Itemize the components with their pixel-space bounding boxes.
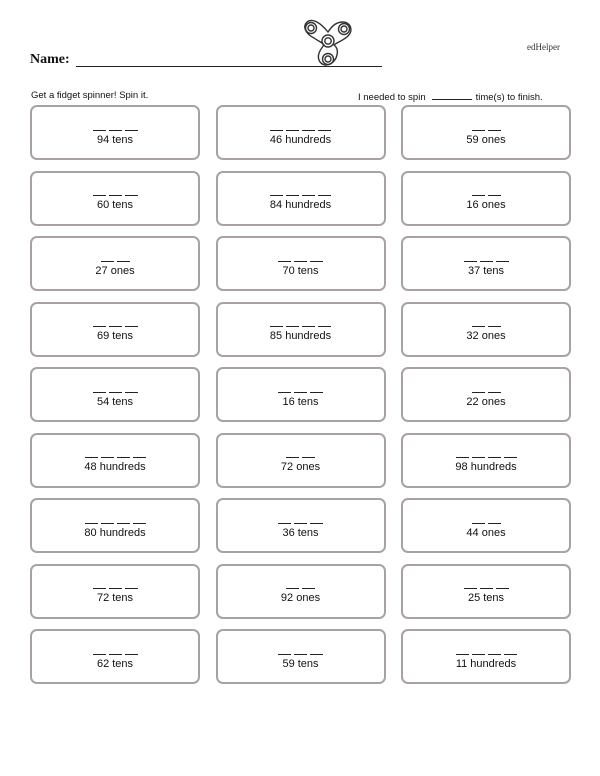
problem-label: 25 tens	[467, 592, 505, 604]
spin-prefix: I needed to spin	[358, 92, 426, 103]
problem-card	[401, 171, 571, 226]
digit-blank[interactable]	[286, 457, 299, 458]
digit-blank[interactable]	[133, 457, 146, 458]
problem-label: 16 ones	[466, 199, 506, 211]
problem-card	[401, 236, 571, 291]
digit-blank[interactable]	[109, 195, 122, 196]
spin-suffix: time(s) to finish.	[475, 92, 543, 103]
problem-card	[216, 302, 386, 357]
digit-blank[interactable]	[278, 392, 291, 393]
problem-card	[30, 236, 200, 291]
answer-blanks	[93, 119, 138, 131]
digit-blank[interactable]	[270, 195, 283, 196]
digit-blank[interactable]	[286, 326, 299, 327]
answer-blanks	[472, 315, 501, 327]
digit-blank[interactable]	[270, 326, 283, 327]
problem-card	[30, 498, 200, 553]
digit-blank[interactable]	[456, 457, 469, 458]
answer-blanks	[270, 119, 331, 131]
problem-label: 59 tens	[282, 657, 319, 670]
digit-blank[interactable]	[109, 130, 122, 131]
answer-blanks	[472, 512, 501, 524]
digit-blank[interactable]	[464, 588, 477, 589]
digit-blank[interactable]	[496, 261, 509, 262]
digit-blank[interactable]	[318, 326, 331, 327]
digit-blank[interactable]	[488, 195, 501, 196]
problem-card	[216, 171, 386, 226]
problem-label: 11 hundreds	[455, 657, 517, 670]
problem-card	[216, 498, 386, 553]
digit-blank[interactable]	[302, 326, 315, 327]
digit-blank[interactable]	[488, 130, 501, 131]
digit-blank[interactable]	[133, 523, 146, 524]
digit-blank[interactable]	[117, 261, 130, 262]
digit-blank[interactable]	[286, 130, 299, 131]
digit-blank[interactable]	[472, 195, 485, 196]
problem-label: 16 tens	[282, 395, 319, 408]
problem-card	[30, 367, 200, 422]
problem-label: 85 hundreds	[269, 330, 332, 342]
digit-blank[interactable]	[125, 326, 138, 327]
answer-blanks	[278, 381, 323, 393]
digit-blank[interactable]	[286, 195, 299, 196]
digit-blank[interactable]	[302, 195, 315, 196]
digit-blank[interactable]	[472, 523, 485, 524]
answer-blanks	[286, 577, 315, 589]
problem-card	[30, 302, 200, 357]
answer-blanks	[278, 643, 323, 655]
problem-label: 22 ones	[466, 395, 506, 408]
digit-blank[interactable]	[101, 523, 114, 524]
problem-label: 80 hundreds	[84, 526, 146, 539]
problem-label: 72 ones	[280, 461, 321, 473]
digit-blank[interactable]	[302, 588, 315, 589]
problem-card	[30, 105, 200, 160]
problem-card	[401, 367, 571, 422]
digit-blank[interactable]	[101, 457, 114, 458]
problem-card	[216, 236, 386, 291]
problem-label: 27 ones	[95, 264, 135, 277]
digit-blank[interactable]	[480, 261, 493, 262]
digit-blank[interactable]	[294, 523, 307, 524]
digit-blank[interactable]	[504, 654, 517, 655]
problem-label: 60 tens	[96, 199, 134, 211]
digit-blank[interactable]	[278, 261, 291, 262]
answer-blanks	[278, 250, 323, 262]
problem-card	[401, 498, 571, 553]
digit-blank[interactable]	[456, 654, 469, 655]
answer-blanks	[464, 250, 509, 262]
problem-card	[401, 433, 571, 488]
digit-blank[interactable]	[85, 457, 98, 458]
answer-blanks	[456, 643, 517, 655]
problem-grid	[30, 105, 571, 684]
digit-blank[interactable]	[294, 654, 307, 655]
digit-blank[interactable]	[318, 195, 331, 196]
instruction-text: Get a fidget spinner! Spin it.	[31, 90, 149, 101]
digit-blank[interactable]	[286, 588, 299, 589]
problem-card	[401, 629, 571, 684]
answer-blanks	[472, 381, 501, 393]
problem-label: 98 hundreds	[455, 461, 517, 473]
digit-blank[interactable]	[93, 654, 106, 655]
problem-card	[30, 564, 200, 619]
answer-blanks	[456, 446, 517, 458]
problem-label: 46 hundreds	[269, 133, 332, 146]
answer-blanks	[278, 512, 323, 524]
digit-blank[interactable]	[278, 523, 291, 524]
digit-blank[interactable]	[464, 261, 477, 262]
problem-card	[401, 105, 571, 160]
digit-blank[interactable]	[488, 523, 501, 524]
problem-card	[30, 629, 200, 684]
digit-blank[interactable]	[93, 130, 106, 131]
digit-blank[interactable]	[294, 261, 307, 262]
problem-label: 44 ones	[466, 526, 506, 539]
problem-label: 94 tens	[96, 133, 134, 146]
digit-blank[interactable]	[472, 654, 485, 655]
problem-label: 59 ones	[466, 133, 506, 146]
answer-blanks	[93, 643, 138, 655]
answer-blanks	[286, 446, 315, 458]
digit-blank[interactable]	[93, 326, 106, 327]
digit-blank[interactable]	[488, 326, 501, 327]
answer-blanks	[472, 184, 501, 196]
problem-label: 92 ones	[280, 592, 321, 604]
problem-card	[30, 433, 200, 488]
digit-blank[interactable]	[125, 392, 138, 393]
digit-blank[interactable]	[117, 457, 130, 458]
digit-blank[interactable]	[318, 130, 331, 131]
brand-label: edHelper	[527, 42, 560, 52]
digit-blank[interactable]	[117, 523, 130, 524]
answer-blanks	[85, 512, 146, 524]
digit-blank[interactable]	[472, 326, 485, 327]
digit-blank[interactable]	[472, 457, 485, 458]
digit-blank[interactable]	[488, 457, 501, 458]
digit-blank[interactable]	[480, 588, 493, 589]
spin-count-prompt	[358, 90, 543, 103]
digit-blank[interactable]	[488, 392, 501, 393]
digit-blank[interactable]	[472, 130, 485, 131]
name-label: Name:	[30, 52, 70, 67]
fidget-spinner-icon	[298, 12, 358, 70]
digit-blank[interactable]	[302, 130, 315, 131]
digit-blank[interactable]	[302, 457, 315, 458]
problem-card	[401, 302, 571, 357]
digit-blank[interactable]	[93, 588, 106, 589]
answer-blanks	[85, 446, 146, 458]
digit-blank[interactable]	[125, 588, 138, 589]
problem-label: 72 tens	[96, 592, 134, 604]
answer-blanks	[93, 577, 138, 589]
digit-blank[interactable]	[109, 654, 122, 655]
digit-blank[interactable]	[310, 523, 323, 524]
digit-blank[interactable]	[125, 654, 138, 655]
answer-blanks	[270, 315, 331, 327]
digit-blank[interactable]	[109, 392, 122, 393]
digit-blank[interactable]	[310, 392, 323, 393]
problem-label: 37 tens	[467, 264, 505, 277]
problem-label: 62 tens	[96, 657, 134, 670]
answer-blanks	[472, 119, 501, 131]
digit-blank[interactable]	[101, 261, 114, 262]
digit-blank[interactable]	[278, 654, 291, 655]
answer-blanks	[270, 184, 331, 196]
digit-blank[interactable]	[496, 588, 509, 589]
answer-blanks	[464, 577, 509, 589]
digit-blank[interactable]	[125, 130, 138, 131]
digit-blank[interactable]	[294, 392, 307, 393]
problem-label: 48 hundreds	[84, 461, 146, 473]
digit-blank[interactable]	[85, 523, 98, 524]
problem-label: 70 tens	[282, 264, 319, 277]
problem-label: 32 ones	[466, 330, 506, 342]
problem-label: 54 tens	[96, 395, 134, 408]
problem-card	[216, 105, 386, 160]
digit-blank[interactable]	[109, 588, 122, 589]
digit-blank[interactable]	[504, 457, 517, 458]
problem-label: 36 tens	[282, 526, 319, 539]
problem-card	[216, 629, 386, 684]
spin-count-blank[interactable]	[432, 90, 472, 100]
problem-card	[216, 564, 386, 619]
digit-blank[interactable]	[310, 654, 323, 655]
digit-blank[interactable]	[472, 392, 485, 393]
digit-blank[interactable]	[93, 195, 106, 196]
problem-label: 69 tens	[96, 330, 134, 342]
digit-blank[interactable]	[310, 261, 323, 262]
problem-card	[216, 433, 386, 488]
problem-card	[30, 171, 200, 226]
digit-blank[interactable]	[93, 392, 106, 393]
digit-blank[interactable]	[488, 654, 501, 655]
answer-blanks	[101, 250, 130, 262]
problem-card	[216, 367, 386, 422]
digit-blank[interactable]	[125, 195, 138, 196]
digit-blank[interactable]	[270, 130, 283, 131]
answer-blanks	[93, 315, 138, 327]
answer-blanks	[93, 381, 138, 393]
problem-label: 84 hundreds	[269, 199, 332, 211]
problem-card	[401, 564, 571, 619]
digit-blank[interactable]	[109, 326, 122, 327]
answer-blanks	[93, 184, 138, 196]
